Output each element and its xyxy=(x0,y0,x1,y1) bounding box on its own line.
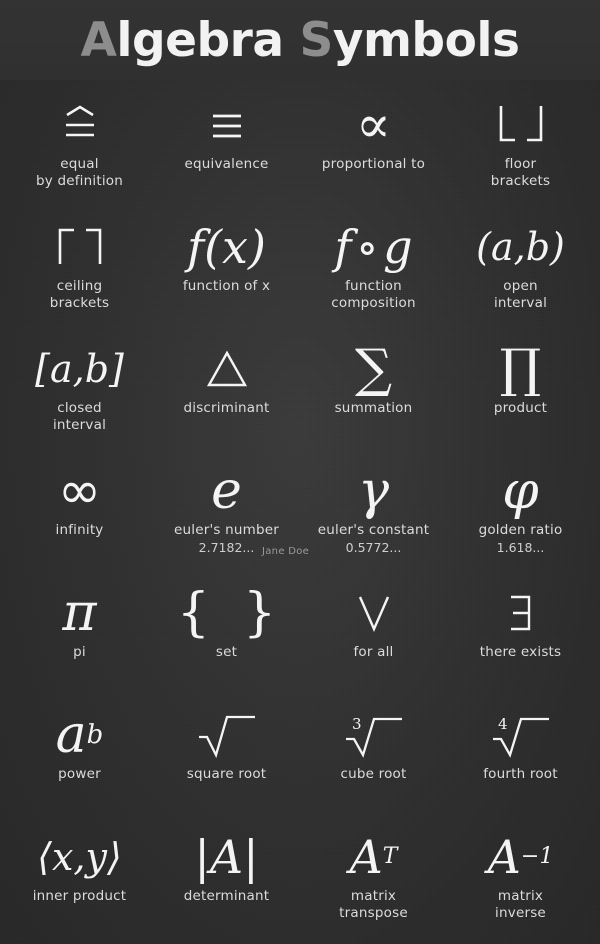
set-braces-icon: { } xyxy=(176,583,277,643)
poster-title-bar xyxy=(0,0,600,80)
symbol-label: discriminant xyxy=(183,400,270,416)
pi-icon: π xyxy=(62,583,97,643)
symbol-cell-golden-ratio xyxy=(447,452,594,574)
inner-product-icon: ⟨x,y⟩ xyxy=(37,835,122,879)
symbol-cell-pi xyxy=(6,574,153,696)
symbol-cell-floor-brackets xyxy=(447,86,594,208)
closed-interval-icon: [ a,b ] xyxy=(35,347,124,391)
eulers-number-icon: e xyxy=(211,461,242,521)
symbol-label: golden ratio xyxy=(478,522,563,538)
symbol-label: inner product xyxy=(32,888,127,904)
symbol-cell-determinant xyxy=(153,818,300,940)
symbol-label: function composition xyxy=(331,278,416,311)
symbol-cell-closed-interval xyxy=(6,330,153,452)
cube-root-icon xyxy=(338,704,410,766)
symbol-cell-square-root xyxy=(153,696,300,818)
symbol-label: determinant xyxy=(183,888,270,904)
symbol-label: function of x xyxy=(182,278,271,294)
function-of-x-icon: f(x) xyxy=(187,220,266,274)
symbol-cell-product xyxy=(447,330,594,452)
symbol-cell-function-composition xyxy=(300,208,447,330)
symbol-cell-fourth-root xyxy=(447,696,594,818)
symbol-label: euler's constant xyxy=(317,522,430,538)
fourth-root-icon xyxy=(485,704,557,766)
symbol-cell-for-all xyxy=(300,574,447,696)
matrix-inverse-icon: A −1 xyxy=(487,830,554,884)
symbol-cell-ceiling-brackets xyxy=(6,208,153,330)
golden-ratio-icon: φ xyxy=(502,461,539,521)
symbol-cell-matrix-transpose xyxy=(300,818,447,940)
ceiling-brackets-icon xyxy=(44,216,116,278)
discriminant-icon xyxy=(202,338,252,400)
symbol-cell-summation xyxy=(300,330,447,452)
symbol-cell-proportional-to xyxy=(300,86,447,208)
symbol-label: matrix transpose xyxy=(339,888,408,921)
equivalence-icon xyxy=(200,94,254,156)
symbol-cell-open-interval xyxy=(447,208,594,330)
equal-by-definition-icon xyxy=(53,94,107,156)
square-root-icon xyxy=(191,704,263,766)
symbol-label: infinity xyxy=(55,522,104,538)
symbol-cell-eulers-constant xyxy=(300,452,447,574)
watermark-credit: Jane Doe xyxy=(262,546,310,557)
infinity-icon: ∞ xyxy=(57,461,102,521)
symbol-label: open interval xyxy=(493,278,548,311)
symbol-label: square root xyxy=(186,766,267,782)
symbol-label: matrix inverse xyxy=(495,888,546,921)
symbol-cell-inner-product xyxy=(6,818,153,940)
page-title xyxy=(81,13,520,68)
symbol-grid xyxy=(0,80,600,940)
symbol-label: euler's number xyxy=(174,522,279,538)
symbol-cell-there-exists xyxy=(447,574,594,696)
symbol-cell-set xyxy=(153,574,300,696)
symbol-label: set xyxy=(215,644,238,660)
floor-brackets-icon xyxy=(485,94,557,156)
symbol-label: product xyxy=(493,400,548,416)
symbol-cell-matrix-inverse xyxy=(447,818,594,940)
symbol-sub-value: 1.618... xyxy=(496,539,545,555)
eulers-constant-icon: γ xyxy=(357,461,390,521)
symbol-label: cube root xyxy=(340,766,407,782)
symbol-sub-value: 0.5772... xyxy=(345,539,402,555)
title-word-algebra: lgebra xyxy=(116,12,284,68)
matrix-transpose-icon: A T xyxy=(349,830,398,884)
product-icon: ∏ xyxy=(499,339,542,399)
proportional-to-icon: ∝ xyxy=(355,95,392,155)
symbol-label: pi xyxy=(73,644,86,660)
symbol-cell-equivalence xyxy=(153,86,300,208)
svg-text:4: 4 xyxy=(497,715,508,733)
symbol-label: equivalence xyxy=(184,156,269,172)
symbol-label: equal by definition xyxy=(36,156,123,189)
title-word-symbols: ymbols xyxy=(332,12,520,68)
symbol-cell-cube-root xyxy=(300,696,447,818)
symbol-label: for all xyxy=(353,644,394,660)
symbol-label: ceiling brackets xyxy=(49,278,110,311)
symbol-cell-discriminant xyxy=(153,330,300,452)
power-icon: a b xyxy=(55,705,104,765)
symbol-cell-infinity xyxy=(6,452,153,574)
there-exists-icon xyxy=(501,582,541,644)
for-all-icon xyxy=(351,582,397,644)
svg-text:3: 3 xyxy=(351,715,362,733)
symbol-label: floor brackets xyxy=(490,156,551,189)
open-interval-icon: ( a,b ) xyxy=(476,225,565,269)
symbol-cell-equal-by-definition xyxy=(6,86,153,208)
symbol-label: summation xyxy=(334,400,413,416)
function-composition-icon: f ∘ g xyxy=(334,220,413,274)
symbol-label: there exists xyxy=(479,644,562,660)
summation-icon: ∑ xyxy=(354,339,393,399)
symbol-cell-function-of-x xyxy=(153,208,300,330)
symbol-label: power xyxy=(58,766,101,782)
symbol-cell-power xyxy=(6,696,153,818)
symbol-label: closed interval xyxy=(52,400,107,433)
symbol-sub-value: 2.7182... xyxy=(198,539,255,555)
determinant-icon: |A| xyxy=(194,830,259,884)
title-letter-s: S xyxy=(299,12,333,68)
symbol-label: fourth root xyxy=(483,766,558,782)
title-space xyxy=(284,13,300,68)
symbol-label: proportional to xyxy=(321,156,426,172)
title-letter-a: A xyxy=(80,12,117,68)
